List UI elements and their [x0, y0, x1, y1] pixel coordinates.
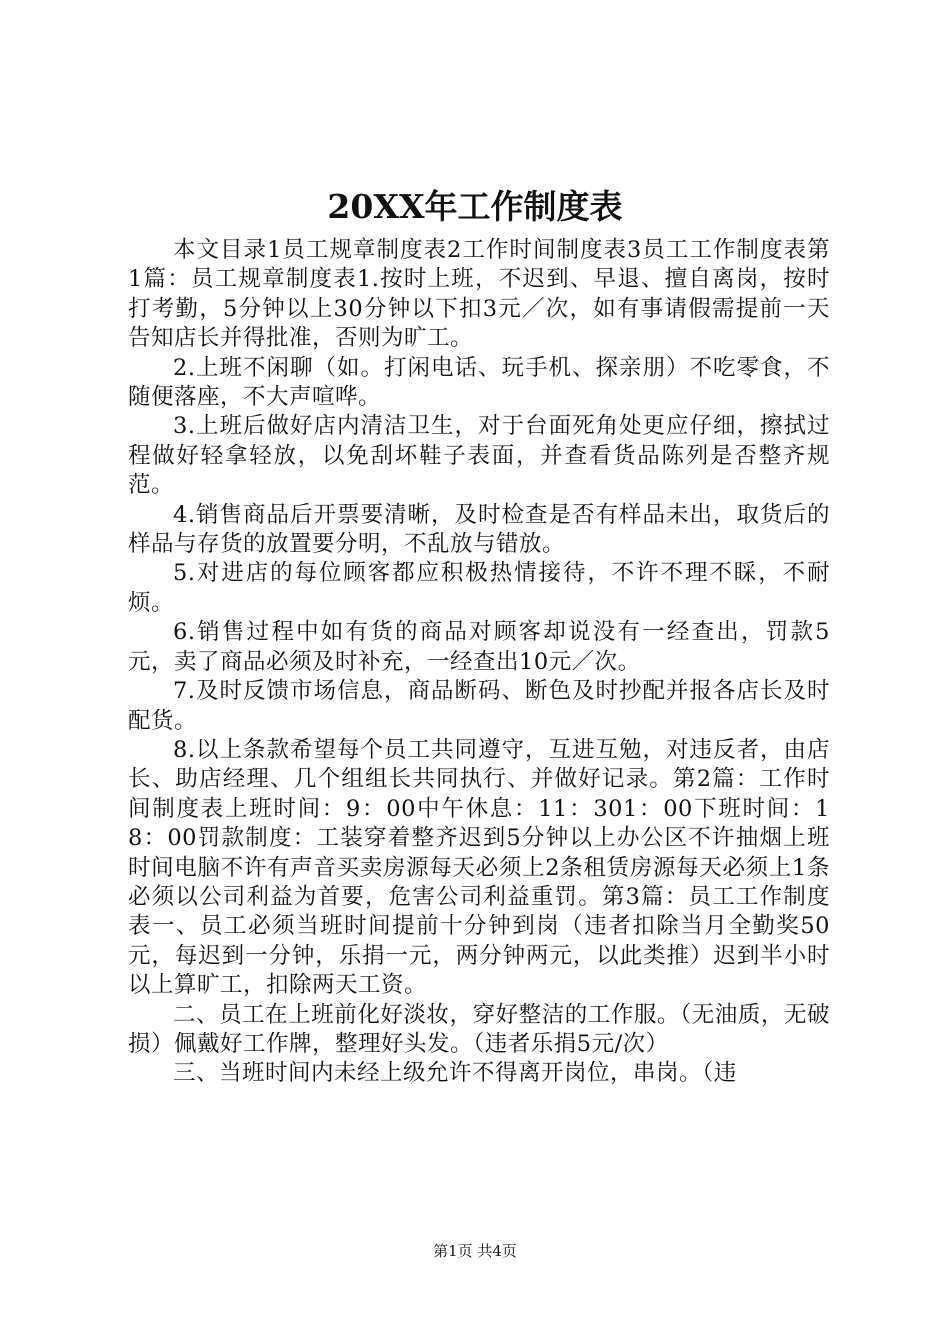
paragraph: 三、当班时间内未经上级允许不得离开岗位，串岗。（违 — [173, 1060, 737, 1087]
paragraph: 二、员工在上班前化好淡妆，穿好整洁的工作服。（无油质，无破损）佩戴好工作牌，整理好头发。（违者乐捐5元/次） — [128, 1001, 830, 1057]
paragraph: 3.上班后做好店内清洁卫生，对于台面死角处更应仔细，擦拭过程做好轻拿轻放，以免刮坏鞋子表面，并查看货品陈列是否整齐规范。 — [128, 413, 830, 499]
paragraph: 6.销售过程中如有货的商品对顾客却说没有一经查出，罚款5元，卖了商品必须及时补充，一经查出10元／次。 — [128, 619, 830, 675]
document-body — [128, 236, 830, 1089]
document-title: 20XX年工作制度表 — [327, 187, 623, 226]
paragraph: 4.销售商品后开票要清晰，及时检查是否有样品未出，取货后的样品与存货的放置要分明，不乱放与错放。 — [128, 501, 830, 558]
paragraph: 7.及时反馈市场信息，商品断码、断色及时抄配并报各店长及时配货。 — [128, 678, 830, 734]
paragraph: 8.以上条款希望每个员工共同遵守，互进互勉，对违反者，由店长、助店经理、几个组组长共同执行、并做好记录。第2篇：工作时间制度表上班时间：9：00中午休息：11：301：00下班时间：18：00罚款制度：工装穿着整齐迟到5分钟以上办公区不许抽烟上班时间电脑不许有声音买卖房源每天必须上2条租赁房源每天必须上1条必须以公司利益为首要，危害公司利益重罚。第3篇：员工工作制度表一、员工必须当班时间提前十分钟到岗（违者扣除当月全勤奖50元，每迟到一分钟，乐捐一元，两分钟两元，以此类推）迟到半小时以上算旷工，扣除两天工资。 — [128, 736, 830, 999]
page-footer: 第1页 共4页 — [433, 1242, 517, 1260]
paragraph: 2.上班不闲聊（如。打闲电话、玩手机、探亲朋）不吃零食，不随便落座，不大声喧哗。 — [128, 354, 830, 411]
paragraph: 5.对进店的每位顾客都应积极热情接待，不许不理不睬，不耐烦。 — [128, 560, 830, 616]
paragraph: 本文目录1员工规章制度表2工作时间制度表3员工工作制度表第1篇：员工规章制度表1.按时上班，不迟到、早退、擅自离岗，按时打考勤，5分钟以上30分钟以下扣3元／次，如有事请假需提前一天告知店长并得批准，否则为旷工。 — [128, 237, 830, 352]
